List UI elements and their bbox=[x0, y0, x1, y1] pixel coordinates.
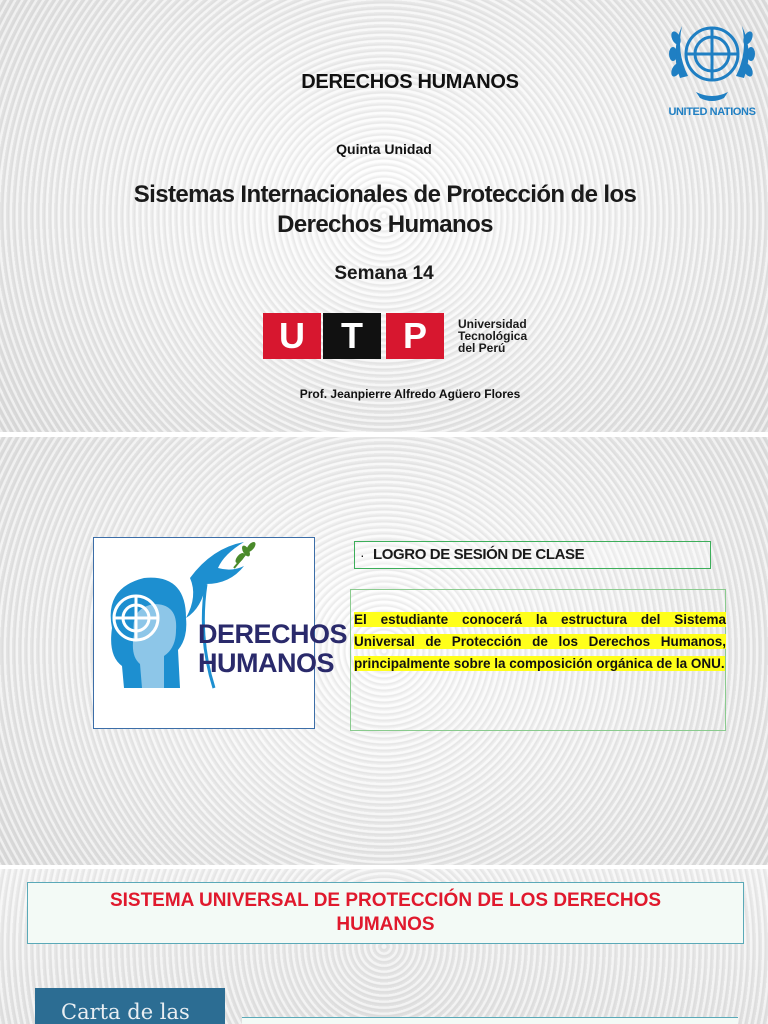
utp-university-name bbox=[458, 318, 527, 354]
heading-line-2: Derechos Humanos bbox=[277, 211, 493, 238]
utp-letter-u: U bbox=[263, 313, 321, 359]
united-nations-label: UNITED NATIONS bbox=[668, 106, 756, 118]
unit-label: Quinta Unidad bbox=[336, 141, 432, 157]
utp-letter-p: P bbox=[386, 313, 444, 359]
human-rights-logo bbox=[93, 537, 348, 729]
section-title-line-2: HUMANOS bbox=[336, 914, 435, 935]
section-title-box bbox=[27, 882, 744, 944]
logo-text-line-2: HUMANOS bbox=[198, 648, 334, 678]
utp-name-line-1: Universidad bbox=[458, 317, 527, 331]
utp-letter-t: T bbox=[323, 313, 381, 359]
utp-name-line-2: Tecnológica bbox=[458, 329, 528, 343]
united-nations-emblem-icon bbox=[666, 8, 758, 120]
professor-name: Prof. Jeanpierre Alfredo Agüero Flores bbox=[299, 387, 521, 401]
slide-course-title: DERECHOS HUMANOS bbox=[301, 71, 519, 93]
session-goal-title: LOGRO DE SESIÓN DE CLASE bbox=[373, 546, 585, 563]
content-box-top bbox=[242, 1017, 738, 1024]
heading-line-1: Sistemas Internacionales de Protección de los bbox=[133, 181, 637, 208]
un-charter-caption: Carta de las bbox=[61, 1000, 190, 1024]
section-title-line-1: SISTEMA UNIVERSAL DE PROTECCIÓN DE LOS DERECHOS bbox=[109, 890, 662, 911]
slide-heading bbox=[60, 180, 710, 240]
slide-title bbox=[0, 0, 768, 432]
human-rights-logo-text bbox=[198, 620, 347, 678]
un-charter-image bbox=[35, 988, 225, 1024]
objective-text: El estudiante conocerá la estructura del Sistema Universal de Protección de los Derechos Humanos, principalmente sobre la composición orgánica de la ONU. bbox=[354, 612, 726, 671]
session-goal-box bbox=[354, 541, 711, 569]
bullet: · bbox=[360, 547, 365, 563]
objective-text-container bbox=[354, 609, 726, 675]
week-label: Semana 14 bbox=[334, 263, 434, 284]
logo-text-line-1: DERECHOS bbox=[198, 619, 348, 649]
slide-universal-system bbox=[0, 869, 768, 1024]
utp-name-line-3: del Perú bbox=[458, 341, 506, 355]
objective-box bbox=[350, 589, 726, 731]
slide-objective bbox=[0, 437, 768, 865]
section-title bbox=[28, 889, 743, 937]
